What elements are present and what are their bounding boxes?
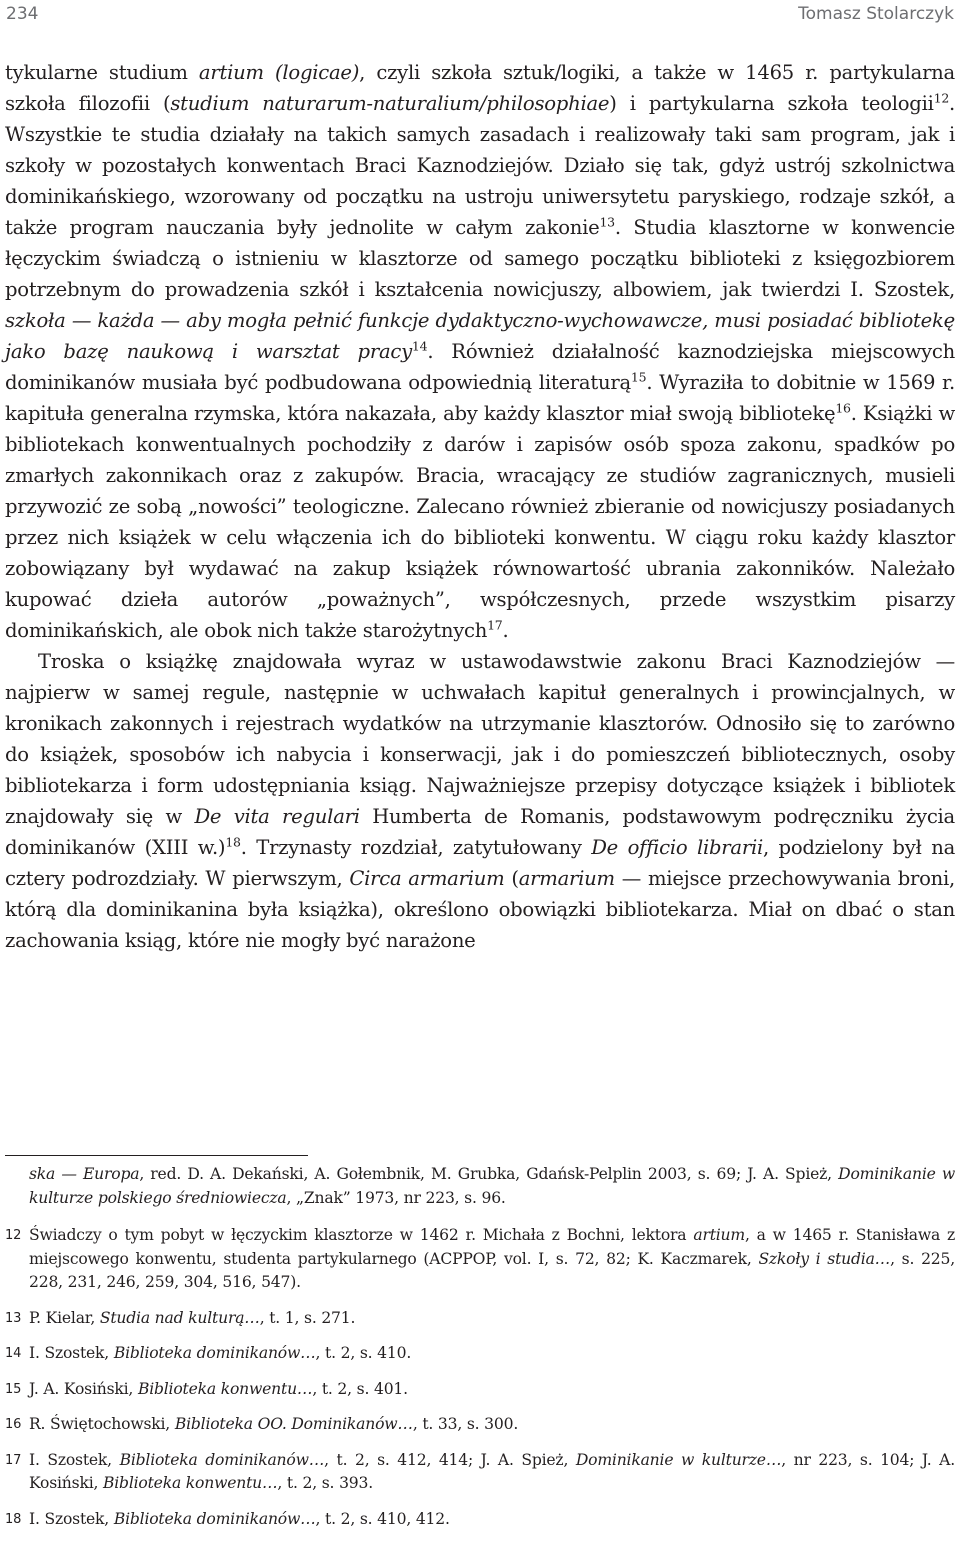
text-run: Troska o książkę znajdowała wyraz w ustawodawstwie zakonu Braci Kaznodziejów — najpierw w samej regule, następnie w uchwałach kapituł generalnych i prowincjalnych, w kronikach zakonnych i rejestrach wydatków na utrzymanie klasztorów. Odnosiło się to zarówno do książek, sposobów ich nabycia i konserwacji, jak i do pomieszczeń bibliotecznych, osoby bibliotekarza i form udostępniania ksiąg. Najważniejsze przepisy dotyczące książek i bibliotek znajdowały się w	[5, 650, 955, 828]
italic-term: artium (logicae)	[198, 61, 360, 84]
footnote-ref-15[interactable]: 15	[630, 369, 647, 385]
italic-title: De officio librarii	[591, 836, 764, 859]
text-run: Humberta de Romanis, podstawowym podręczniku życia dominikanów (XIII w.)	[5, 805, 955, 859]
footnote-ref-12[interactable]: 12	[933, 90, 950, 106]
footnote-number: 18	[5, 1511, 22, 1527]
footnote-ref-14[interactable]: 14	[411, 338, 428, 354]
text-run: . Wszystkie te studia działały na takich samych zasadach i realizowały taki sam program, jak i szkoły w pozostałych konwentach Braci Kaznodziejów. Działo się tak, gdyż ustrój szkolnictwa dominikańskiego, wzorowany od początku na ustroju uniwersytetu paryskiego, rodzaje szkół, a także program nauczania były jednolite w całym zakonie	[5, 92, 956, 239]
italic-title: Circa armarium	[349, 867, 505, 890]
text-run: . Studia klasztorne w konwencie łęczyckim świadczą o istnieniu w klasztorze od samego początku biblioteki z księgozbiorem potrzebnym do prowadzenia szkół i kształcenia nowicjuszy, albowiem, jak twierdzi I. Szostek,	[5, 216, 955, 301]
running-header	[6, 4, 954, 26]
italic-title: De vita regulari	[194, 805, 360, 828]
footnote-18	[5, 1508, 955, 1532]
footnote-number: 14	[5, 1346, 22, 1361]
text-run: .	[502, 619, 509, 642]
footnote-number: 17	[5, 1452, 22, 1468]
footnote-number: 15	[5, 1381, 22, 1397]
text-run: , podzielony był na cztery podrozdziały. W pierwszym,	[5, 836, 956, 890]
footnote-ref-16[interactable]: 16	[835, 400, 851, 416]
italic-title: Biblioteka konwentu…	[103, 1474, 278, 1492]
text-run: (	[504, 867, 519, 890]
italic-title: ska — Europa	[29, 1165, 140, 1183]
footnote-separator	[5, 1155, 308, 1156]
text-run: , t. 2, s. 412, 414; J. A. Spież,	[324, 1450, 576, 1469]
text-run: I. Szostek,	[29, 1450, 120, 1469]
italic-term: armarium	[518, 867, 615, 890]
text-run: , s. 225, 228, 231, 246, 259, 304, 516, 547).	[29, 1249, 955, 1291]
footnote-ref-18[interactable]: 18	[225, 834, 241, 850]
footnote-14	[5, 1342, 955, 1366]
text-run: , t. 2, s. 393.	[277, 1474, 373, 1492]
text-run: . Trzynasty rozdział, zatytułowany	[240, 836, 592, 859]
italic-title: Biblioteka dominikanów…	[119, 1450, 325, 1469]
footnote-15	[5, 1378, 955, 1402]
text-run: R. Świętochowski,	[29, 1415, 175, 1433]
italic-title: Szkoły i studia…	[758, 1249, 891, 1268]
running-head-author: Tomasz Stolarczyk	[798, 4, 954, 24]
text-run: , „Znak” 1973, nr 223, s. 96.	[286, 1188, 506, 1207]
footnote-17	[5, 1449, 955, 1496]
italic-title: Studia nad kulturą…	[99, 1308, 260, 1327]
footnotes	[5, 1163, 955, 1543]
text-run: . Również działalność kaznodziejska miejscowych dominikanów musiała być podbudowana odpowiednią literaturą	[5, 340, 955, 394]
text-run: — miejsce przechowywania broni, którą dla dominikanina była książka), określono obowiązki bibliotekarza. Miał on dbać o stan zachowania ksiąg, które nie mogły być narażone	[5, 867, 956, 952]
text-run: , nr 223, s. 104; J. A. Kosiński,	[29, 1450, 955, 1492]
text-run: , t. 2, s. 410, 412.	[315, 1509, 450, 1528]
italic-title: Biblioteka dominikanów…	[113, 1344, 316, 1362]
footnote-ref-13[interactable]: 13	[599, 214, 615, 230]
footnote-continuation	[5, 1163, 955, 1210]
italic-title: Biblioteka konwentu…	[137, 1379, 313, 1398]
italic-title: Biblioteka dominikanów…	[113, 1509, 316, 1528]
text-run: ) i partykularna szkoła teologii	[609, 92, 934, 115]
italic-title: Dominikanie w kulturze…	[575, 1450, 782, 1469]
italic-title: Biblioteka OO. Dominikanów…	[174, 1415, 413, 1433]
text-run: Świadczy o tym pobyt w łęczyckim klasztorze w 1462 r. Michała z Bochni, lektora	[29, 1226, 694, 1244]
footnote-number: 16	[5, 1417, 22, 1432]
text-run: , a w 1465 r. Stanisława z miejscowego konwentu, studenta partykularnego (ACPPOP, vol. I, s. 72, 82; K. Kaczmarek,	[29, 1226, 956, 1268]
text-run: . Wyraziła to dobitnie w 1569 r. kapituła generalna rzymska, która nakazała, aby każdy klasztor miał swoją bibliotekę	[5, 371, 955, 425]
text-run: , t. 1, s. 271.	[259, 1308, 356, 1327]
text-run: . Książki w bibliotekach konwentualnych pochodziły z darów i zapisów osób spoza zakonu, spadków po zmarłych zakonnikach oraz z zakupów. Bracia, wracający ze studiów zagranicznych, musieli przywozić ze sobą „nowości” teologiczne. Zalecano również zbieranie od nowicjuszy posiadanych przez nich książek w celu włączenia ich do biblioteki konwentu. W ciągu roku każdy klasztor zobowiązany był wydawać na zakup książek równowartość ubrania zakonników. Należało kupować dzieła autorów „poważnych”, współczesnych, przede wszystkim pisarzy dominikańskich, ale obok nich także starożytnych	[5, 402, 956, 642]
footnote-number: 12	[5, 1228, 22, 1243]
italic-term: studium naturarum-naturalium/philosophiae	[170, 92, 610, 115]
italic-term: artium	[693, 1226, 745, 1244]
main-text	[5, 57, 955, 956]
page-number: 234	[6, 4, 39, 24]
italic-quote: szkoła — każda — aby mogła pełnić funkcje dydaktyczno-wychowawcze, musi posiadać bibliotekę jako bazę naukową i warsztat pracy	[5, 309, 955, 363]
text-run: , czyli szkoła sztuk/logiki, a także w 1465 r. partykularna szkoła filozofii (	[5, 61, 955, 115]
footnote-13	[5, 1307, 955, 1331]
footnote-ref-17[interactable]: 17	[487, 617, 503, 633]
text-run: P. Kielar,	[29, 1308, 100, 1327]
text-run: , t. 2, s. 410.	[315, 1344, 412, 1362]
text-run: I. Szostek,	[29, 1344, 114, 1362]
footnote-16	[5, 1413, 955, 1437]
italic-title: Dominikanie w kulturze polskiego średniowiecza	[29, 1165, 956, 1207]
text-run: J. A. Kosiński,	[29, 1379, 138, 1398]
text-run: I. Szostek,	[29, 1509, 114, 1528]
paragraph-2	[5, 646, 955, 956]
text-run: , t. 33, s. 300.	[412, 1415, 519, 1433]
footnote-12	[5, 1224, 955, 1295]
text-run: , red. D. A. Dekański, A. Gołembnik, M. Grubka, Gdańsk-Pelplin 2003, s. 69; J. A. Spież,	[139, 1165, 839, 1183]
paragraph-1	[5, 57, 955, 646]
footnote-number: 13	[5, 1310, 22, 1326]
text-run: , t. 2, s. 401.	[312, 1379, 408, 1398]
text-run: tykularne studium	[5, 61, 199, 84]
